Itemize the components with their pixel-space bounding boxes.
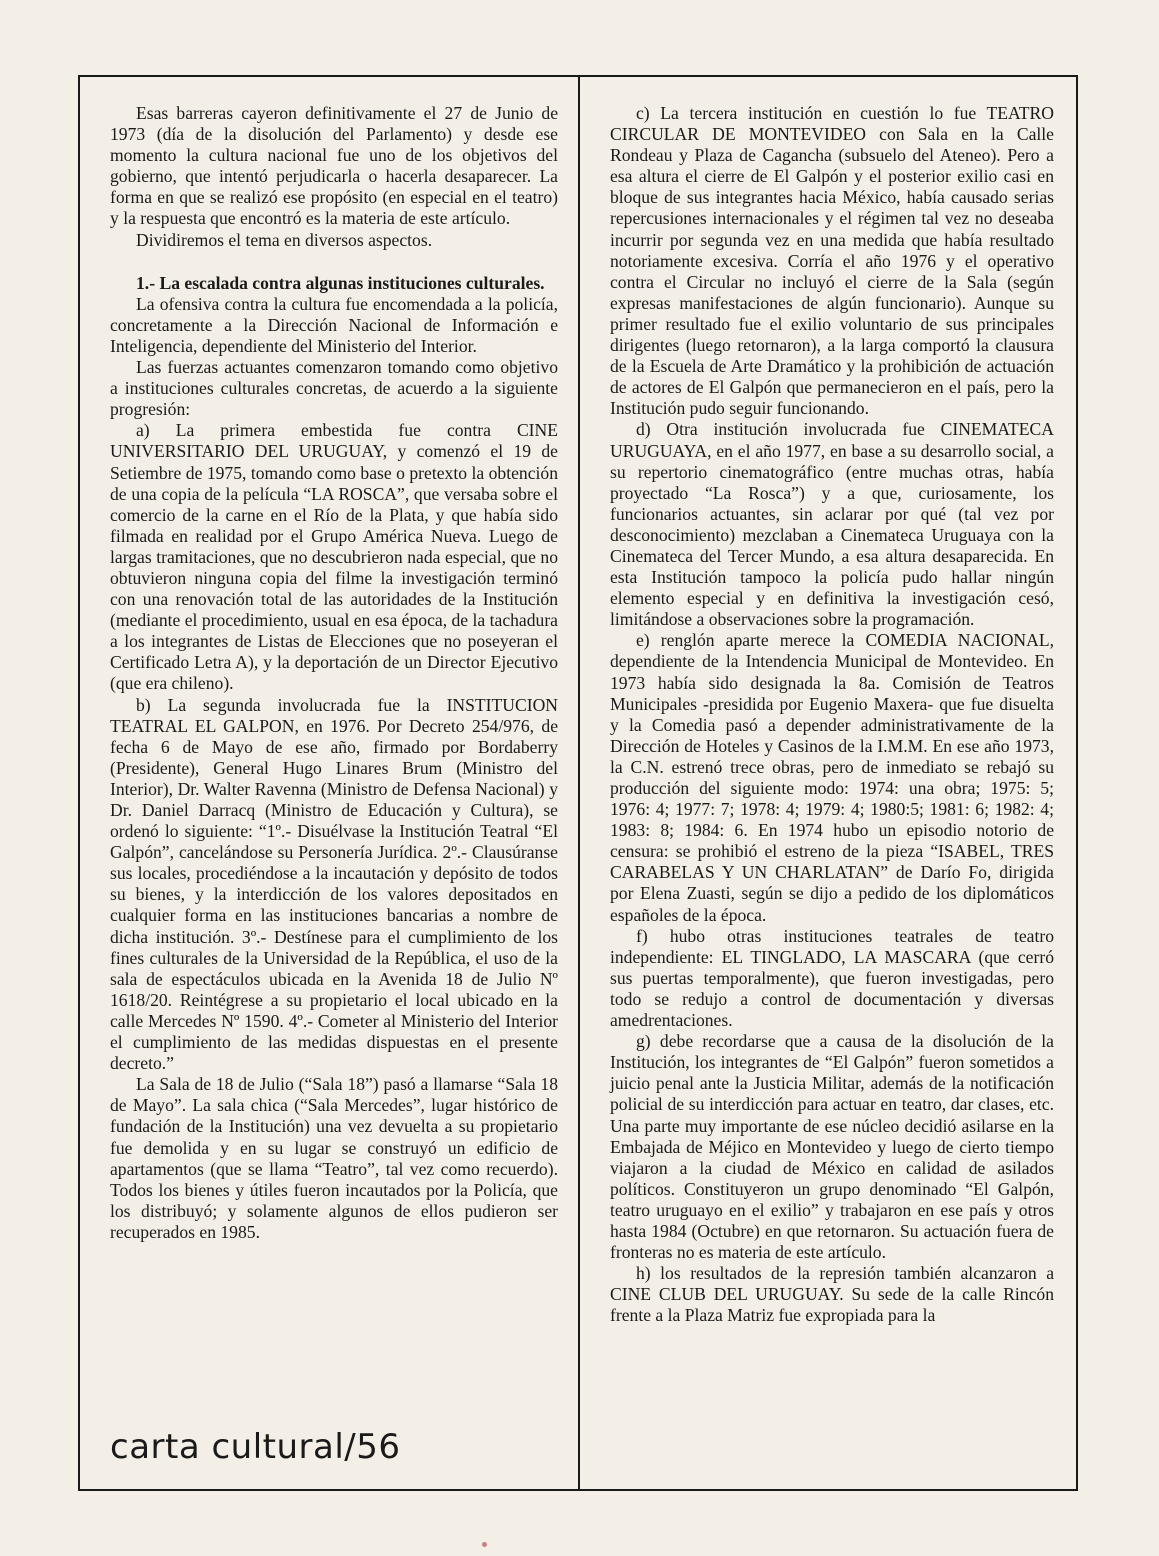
left-column	[110, 103, 558, 1243]
paragraph: c) La tercera institución en cuestión lo fue TEATRO CIRCULAR DE MONTEVIDEO con Sala en la Calle Rondeau y Plaza de Cagancha (subsuelo del Ateneo). Pero a esa altura el cierre de El Galpón y el posterior exilio casi en bloque de sus integrantes hacia México, había causado serias repercusiones internacionales y el régimen tal vez no deseaba incurrir por segunda vez en una medida que había resultado notoriamente excesiva. Corría el año 1976 y el operativo contra el Circular no incluyó el cierre de la Sala (según expresas manifestaciones de algún funcionario). Aunque su primer resultado fue el exilio voluntario de sus principales dirigentes (luego retornaron), a la larga comportó la clausura de la Escuela de Arte Dramático y la prohibición de actuación de actores de El Galpón que permanecieron en el país, pero la Institución pudo seguir funcionando.	[610, 103, 1054, 419]
page-footer: carta cultural/56	[110, 1427, 401, 1467]
page-frame	[78, 75, 1078, 1491]
paragraph: Dividiremos el tema en diversos aspectos.	[136, 229, 433, 250]
paragraph: La Sala de 18 de Julio (“Sala 18”) pasó a llamarse “Sala 18 de Mayo”. La sala chica (“Sala Mercedes”, lugar histórico de fundación de la Institución) una vez devuelta a su propietario fue demolida y en su lugar se construyó un edificio de apartamentos (que se llama “Teatro”, tal vez como recuerdo). Todos los bienes y útiles fueron incautados por la Policía, que los distribuyó; y solamente algunos de ellos pudieron ser recuperados en 1985.	[110, 1074, 558, 1242]
paragraph: a) La primera embestida fue contra CINE UNIVERSITARIO DEL URUGUAY, y comenzó el 19 de Setiembre de 1975, tomando como base o pretexto la obtención de una copia de la película “LA ROSCA”, que versaba sobre el comercio de la carne en el Río de la Plata, y que había sido filmada en realidad por el Grupo América Nueva. Luego de largas tramitaciones, que no descubrieron nada especial, que no obtuvieron ninguna copia del filme la investigación terminó con una renovación total de las autoridades de la Institución (mediante el procedimiento, usual en esa época, de la tachadura a los integrantes de Listas de Elecciones que no poseyeran el Certificado Letra A), y la deportación de un Director Ejecutivo (que era chileno).	[110, 420, 558, 694]
column-divider	[578, 77, 580, 1489]
paragraph: d) Otra institución involucrada fue CINEMATECA URUGUAYA, en el año 1977, en base a su desarrollo social, a su repertorio cinematográfico (entre muchas otras, había proyectado “La Rosca”) y a que, curiosamente, los funcionarios actuantes, sin aclarar por qué (tal vez por desconocimiento) mezclaban a Cinemateca Uruguaya con la Cinemateca del Tercer Mundo, a esa altura desaparecida. En esta Institución tampoco la policía pudo hallar ningún elemento especial y en definitiva la investigación cesó, limitándose a observaciones sobre la programación.	[610, 419, 1054, 630]
right-column	[610, 103, 1054, 1326]
paragraph: Esas barreras cayeron definitivamente el 27 de Junio de 1973 (día de la disolución del Parlamento) y desde ese momento la cultura nacional fue uno de los objetivos del gobierno, que intentó perjudicarla o hacerla desaparecer. La forma en que se realizó ese propósito (en especial en el teatro) y la respuesta que encontró es la materia de este artículo.	[110, 103, 558, 229]
ink-dot	[482, 1542, 487, 1547]
paragraph: f) hubo otras instituciones teatrales de teatro independiente: EL TINGLADO, LA MASCARA (que cerró sus puertas temporalmente), que fueron investigadas, pero todo se redujo a control de documentación y diversas amedrentaciones.	[610, 925, 1054, 1031]
paragraph: h) los resultados de la represión también alcanzaron a CINE CLUB DEL URUGUAY. Su sede de la calle Rincón frente a la Plaza Matriz fue expropiada para la	[610, 1263, 1054, 1326]
paragraph: b) La segunda involucrada fue la INSTITUCION TEATRAL EL GALPON, en 1976. Por Decreto 254/976, de fecha 6 de Mayo de ese año, firmado por Bordaberry (Presidente), General Hugo Linares Brum (Ministro del Interior), Dr. Walter Ravenna (Ministro de Defensa Nacional) y Dr. Daniel Darracq (Ministro de Educación y Cultura), se ordenó lo siguiente: “1º.- Disuélvase la Institución Teatral “El Galpón”, cancelándose su Personería Jurídica. 2º.- Clausúranse sus locales, procediéndose a la incautación y depósito de todos su bienes, y la interdicción de los valores depositados en cualquier forma en las instituciones bancarias a nombre de dicha institución. 3º.- Destínese para el cumplimiento de los fines culturales de la Universidad de la República, el uso de la sala de espectáculos ubicada en la Avenida 18 de Julio Nº 1618/20. Reintégrese a su propietario el local ubicado en la calle Mercedes Nº 1590. 4º.- Cometer al Ministerio del Interior el cumplimiento de las medidas dispuestas en el presente decreto.”	[110, 694, 558, 1074]
paragraph: g) debe recordarse que a causa de la disolución de la Institución, los integrantes de “El Galpón” fueron sometidos a juicio penal ante la Justicia Militar, además de la notificación policial de su interdicción para actuar en teatro, dar clases, etc. Una parte muy importante de ese núcleo decidió asilarse en la Embajada de Méjico en Montevideo y luego de cierto tiempo viajaron a la ciudad de México en calidad de asilados políticos. Constituyeron un grupo denominado “El Galpón, teatro uruguayo en el exilio” y trabajaron en ese país y otros hasta 1984 (Octubre) en que retornaron. Su actuación fuera de fronteras no es materia de este artículo.	[610, 1031, 1054, 1263]
paragraph: Las fuerzas actuantes comenzaron tomando como objetivo a instituciones culturales concretas, de acuerdo a la siguiente progresión:	[110, 357, 558, 420]
paragraph: La ofensiva contra la cultura fue encomendada a la policía, concretamente a la Dirección Nacional de Información e Inteligencia, dependiente del Ministerio del Interior.	[110, 293, 558, 356]
section-heading: 1.- La escalada contra algunas instituciones culturales.	[136, 272, 545, 293]
paragraph: e) renglón aparte merece la COMEDIA NACIONAL, dependiente de la Intendencia Municipal de Montevideo. En 1973 había sido designada la 8a. Comisión de Teatros Municipales -presidida por Eugenio Maxera- que fue disuelta y la Comedia pasó a depender administrativamente de la Dirección de Hoteles y Casinos de la I.M.M. En ese año 1973, la C.N. estrenó trece obras, pero de inmediato se rebajó su producción del siguiente modo: 1974: una obra; 1975: 5; 1976: 4; 1977: 7; 1978: 4; 1979: 4; 1980:5; 1981: 6; 1982: 4; 1983: 8; 1984: 6. En 1974 hubo un episodio notorio de censura: se prohibió el estreno de la pieza “ISABEL, TRES CARABELAS Y UN CHARLATAN” de Darío Fo, dirigida por Elena Zuasti, según se dijo a pedido de los diplomáticos españoles de la época.	[610, 630, 1054, 925]
